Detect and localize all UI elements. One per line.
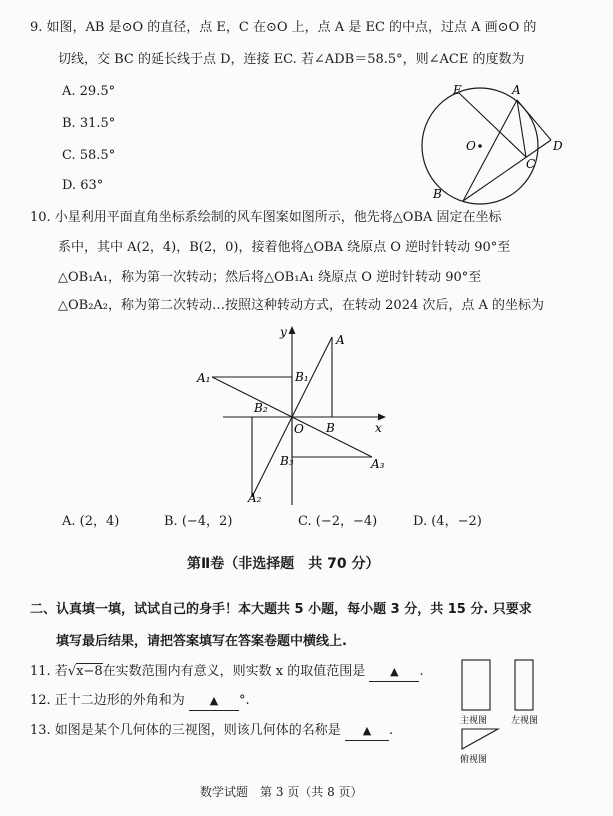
q11-answer-blank[interactable] [369,663,419,682]
q9-option-c: C. 58.5° [62,148,116,163]
q9-option-a: A. 29.5° [62,84,116,99]
blank-triangle-icon: ▲ [390,665,399,678]
q11-prefix: 11. 若 [30,664,68,679]
q9-line2: 切线，交 BC 的延长线于点 D，连接 EC. 若∠ADB＝58.5°，则∠ACE 的度数为 [58,52,525,67]
label-y: y [280,325,287,339]
top-view-label: 俯视图 [460,755,488,765]
q13-prefix: 13. 如图是某个几何体的三视图，则该几何体的名称是 [30,723,341,738]
label-a1: A₁ [197,371,211,385]
q9-line1: 9. 如图，AB 是⊙O 的直径，点 E，C 在⊙O 上，点 A 是 EC 的中点，过点 A 画⊙O 的 [30,20,537,35]
q9-circle-figure [420,80,580,205]
q13 [30,722,393,741]
label-o: O [294,422,304,436]
q9-option-b: B. 31.5° [62,116,116,131]
sqrt-radicand: x−8 [76,664,103,679]
q10-option-a: A. (2，4) [62,514,120,529]
label-a3: A₃ [371,457,385,471]
label-a2: A₂ [248,491,262,505]
top-view-triangle [462,729,498,749]
q10-option-d: D. (4，−2) [413,514,482,529]
x-axis-arrow [378,414,386,421]
left-view-label: 左视图 [511,716,539,726]
q11-end: . [419,664,424,679]
label-d: D [553,139,563,153]
q12 [30,692,250,711]
label-b2: B₂ [254,401,268,415]
label-b1: B₁ [295,370,309,384]
q10-line2: 系中，其中 A(2，4)，B(2，0)，接着他将△OBA 绕原点 O 逆时针转动 90°至 [58,240,511,255]
q12-prefix: 12. 正十二边形的外角和为 [30,693,185,708]
left-view-rect [515,660,533,710]
q13-answer-blank[interactable] [345,722,389,741]
line-bd [463,140,551,201]
q10-line1: 10. 小星利用平面直角坐标系绘制的风车图案如图所示，他先将△OBA 固定在坐标 [30,210,502,225]
front-view-rect [462,660,490,710]
q13-end: . [388,723,394,738]
q10-option-b: B. (−4，2) [164,514,233,529]
center-dot [478,144,482,148]
q10-option-c: C. (−2，−4) [298,514,378,529]
section2-line1: 二、认真填一填，试试自己的身手！本大题共 5 小题，每小题 3 分，共 15 分. 只要求 [30,602,532,617]
q9-option-d: D. 63° [62,178,104,193]
q10-line3: △OB₁A₁，称为第一次转动；然后将△OB₁A₁ 绕原点 O 逆时针转动 90°至 [58,270,482,285]
q12-end: °. [238,693,250,708]
front-view-label: 主视图 [460,716,488,726]
blank-triangle-icon: ▲ [209,694,219,707]
label-b: B [433,187,442,201]
section2-line2: 填写最后结果，请把答案填写在答案卷题中横线上. [56,634,347,649]
q12-answer-blank[interactable] [189,692,239,711]
q10-windmill-figure [195,320,395,510]
three-views-figure [455,656,555,766]
y-axis-arrow [289,326,296,334]
label-o: O [466,139,476,153]
triangle-ob1a1 [212,377,292,417]
q11-suffix: 在实数范围内有意义，则实数 x 的取值范围是 [102,664,366,679]
label-x: x [375,421,382,435]
label-b: B [326,421,335,435]
q10-line4: △OB₂A₂，称为第二次转动…按照这种转动方式，在转动 2024 次后，点 A 的坐标为 [58,298,545,313]
part2-title: 第Ⅱ卷（非选择题 共 70 分） [187,556,380,572]
q11 [30,663,424,682]
label-a: A [336,333,345,347]
label-c: C [526,157,536,171]
sqrt-sign: √ [67,664,77,679]
label-a: A [512,83,521,97]
page-footer: 数学试题 第 3 页（共 8 页） [200,785,363,799]
label-b3: B₃ [280,454,294,468]
blank-triangle-icon: ▲ [362,724,372,737]
label-e: E [453,83,462,97]
